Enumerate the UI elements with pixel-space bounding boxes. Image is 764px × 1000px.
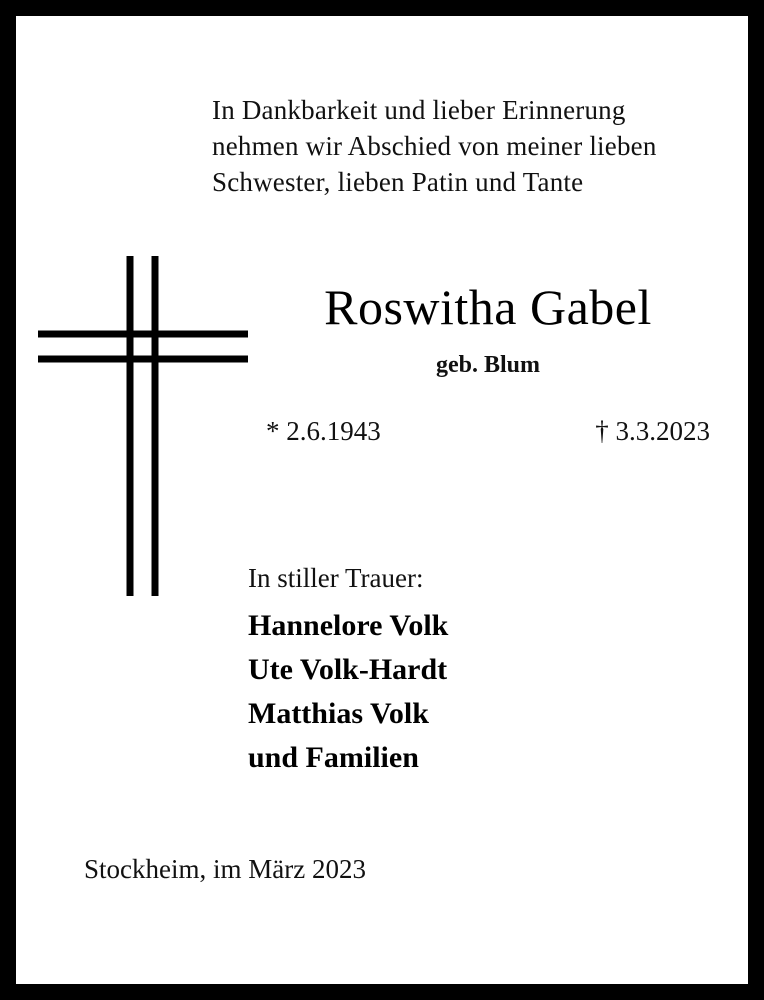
mourners-list (248, 604, 448, 780)
intro-line: In Dankbarkeit und lieber Erinnerung (212, 95, 626, 125)
maiden-name: geb. Blum (435, 352, 540, 378)
latin-cross-icon (38, 256, 248, 596)
intro-line: nehmen wir Abschied von meiner lieben (212, 131, 657, 161)
mourner-name: und Familien (248, 741, 419, 774)
intro-line: Schwester, lieben Patin und Tante (212, 167, 584, 197)
mourner-name: Ute Volk-Hardt (248, 653, 448, 686)
life-dates (248, 416, 728, 447)
intro-text (212, 92, 722, 200)
birth-date: * 2.6.1943 (266, 416, 381, 446)
mourner-name: Hannelore Volk (248, 609, 449, 642)
obituary-notice (16, 16, 748, 984)
mourning-label: In stiller Trauer: (248, 563, 424, 593)
mourner-name: Matthias Volk (248, 697, 429, 730)
death-date: † 3.3.2023 (595, 416, 710, 446)
deceased-name: Roswitha Gabel (324, 279, 652, 335)
place-and-date: Stockheim, im März 2023 (84, 854, 366, 884)
